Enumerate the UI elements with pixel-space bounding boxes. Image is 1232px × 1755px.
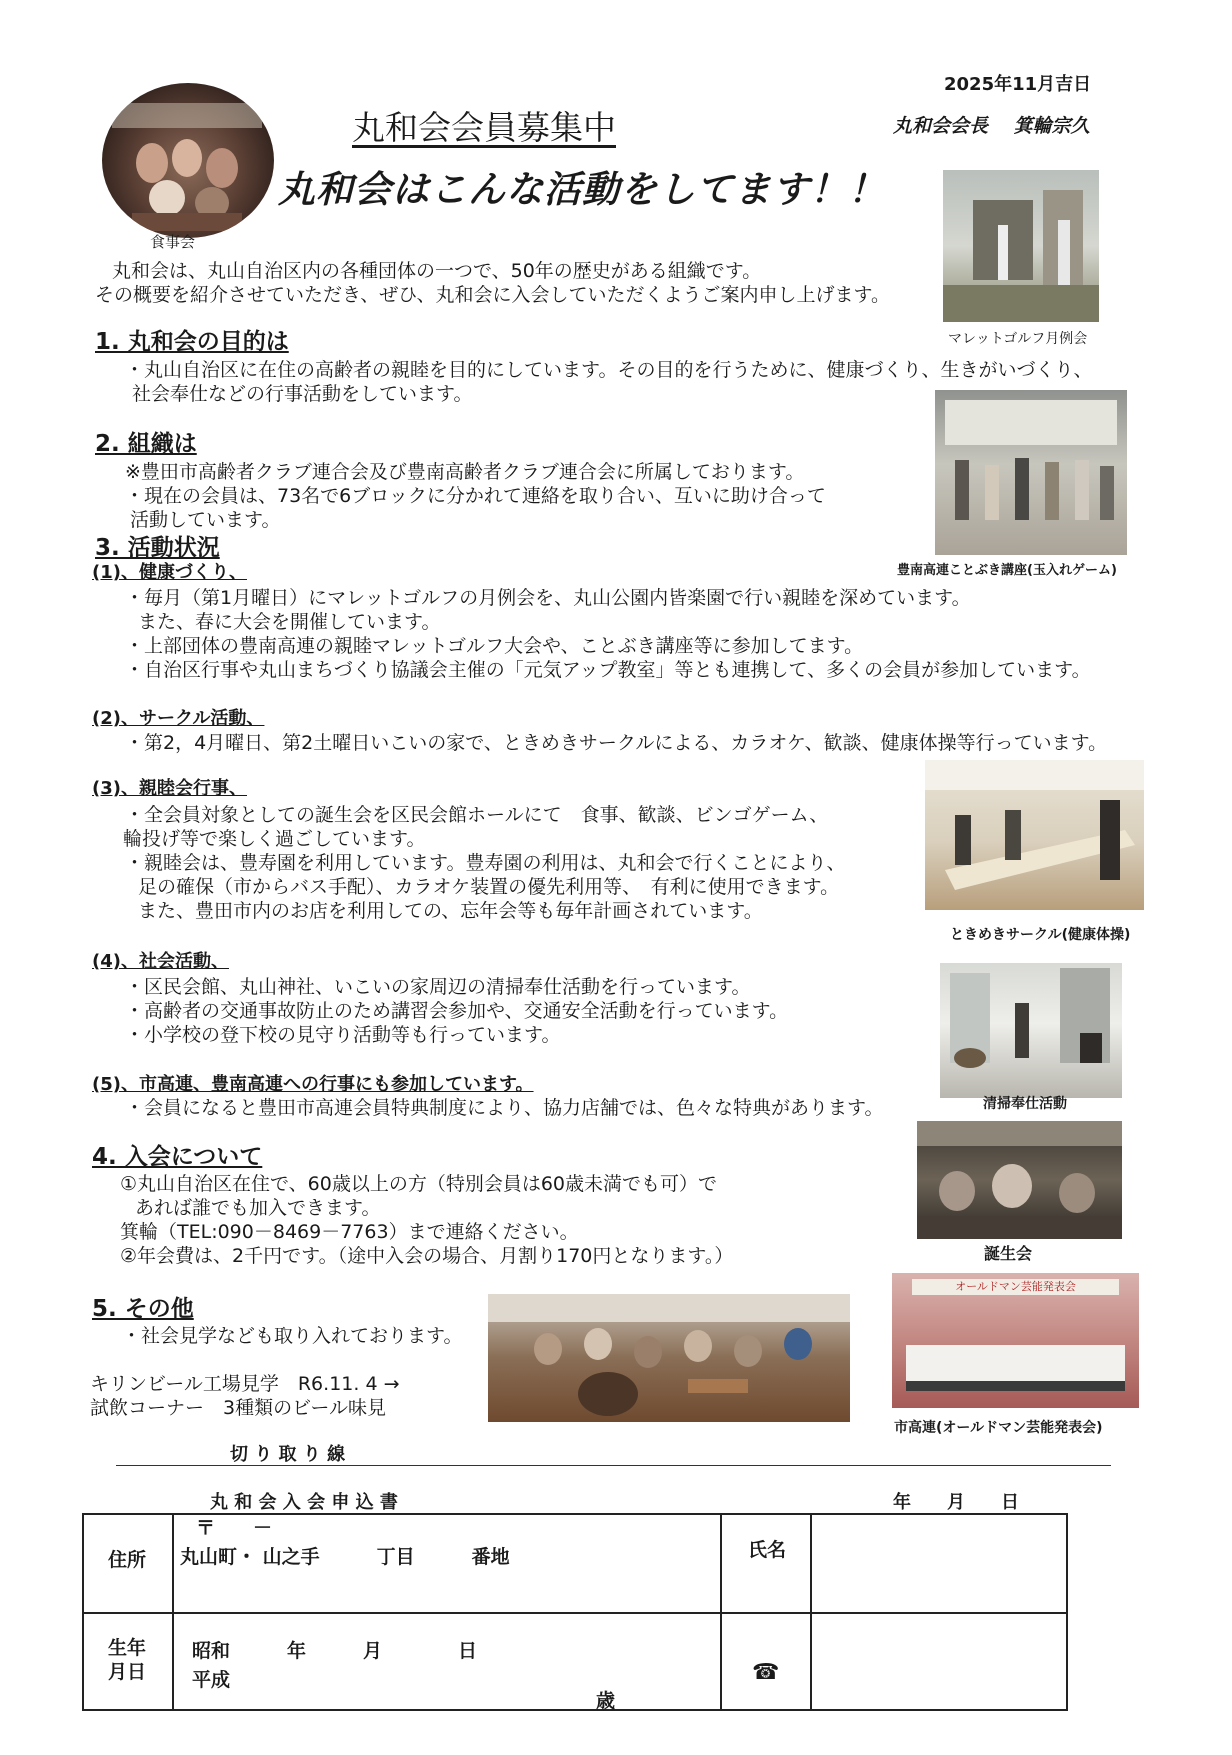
tokimeki-photo (925, 760, 1144, 910)
section-2-line-1: ※豊田市高齢者クラブ連合会及び豊南高齢者クラブ連合会に所属しております。 (125, 461, 805, 483)
section-4-line-2: あれば誰でも加入できます。 (135, 1197, 381, 1219)
section-3-3-line-3: ・親睦会は、豊寿園を利用しています。豊寿園の利用は、丸和会で行くことにより、 (125, 852, 846, 874)
birthday-photo (917, 1121, 1122, 1239)
birth-label-2: 月日 (108, 1661, 147, 1683)
brewery-scene (488, 1294, 850, 1422)
phone-field[interactable] (811, 1613, 1067, 1710)
section-3-5-line-1: ・会員になると豊田市高連会員特典制度により、協力店舗では、色々な特典があります。 (125, 1097, 884, 1119)
intro-line-2: その概要を紹介させていただき、ぜひ、丸和会に入会していただくようご案内申し上げます。 (95, 284, 890, 306)
dinner-photo (102, 83, 274, 238)
section-3-3-line-2: 輪投げ等で楽しく過ごしています。 (123, 828, 426, 850)
kotobuki-caption: 豊南高連ことぶき講座(玉入れゲーム) (897, 563, 1117, 578)
address-value: 丸山町・ 山之手 丁目 番地 (180, 1546, 510, 1568)
section-2-line-3: 活動しています。 (130, 509, 281, 531)
section-3-1-title: (1)、健康づくり、 (92, 562, 247, 583)
intro-line-1: 丸和会は、丸山自治区内の各種団体の一つで、50年の歴史がある組織です。 (112, 260, 762, 282)
section-3-4-title: (4)、社会活動、 (92, 951, 229, 972)
event-banner: オールドマン芸能発表会 (912, 1279, 1119, 1295)
birthday-caption: 誕生会 (984, 1244, 1033, 1263)
section-4-line-1: ①丸山自治区在住で、60歳以上の方（特別会員は60歳未満でも可）で (120, 1173, 718, 1195)
issue-date: 2025年11月吉日 (944, 74, 1092, 95)
section-5-line-1: ・社会見学なども取り入れております。 (122, 1325, 463, 1347)
oldman-show-scene (892, 1273, 1139, 1408)
oldman-show-caption: 市高連(オールドマン芸能発表会) (894, 1420, 1103, 1436)
address-label-cell (83, 1514, 173, 1613)
age-unit: 歳 (596, 1690, 616, 1712)
name-label-cell (721, 1514, 811, 1613)
form-title: 丸 和 会 入 会 申 込 書 (210, 1492, 398, 1513)
cleaning-photo (940, 963, 1122, 1098)
section-1-line-1: ・丸山自治区に在住の高齢者の親睦を目的にしています。その目的を行うために、健康づくり、生きがいづくり、 (125, 359, 1093, 381)
mallet-golf-photo (943, 170, 1099, 322)
section-3-1-line-1: ・毎月（第1月曜日）にマレットゴルフの月例会を、丸山公園内皆楽園で行い親睦を深めています。 (125, 587, 971, 609)
birth-date-field[interactable] (173, 1613, 721, 1710)
cleaning-caption: 清掃奉仕活動 (983, 1096, 1067, 1112)
section-5-title: 5. その他 (92, 1296, 194, 1322)
address-label: 住所 (108, 1549, 147, 1571)
address-field[interactable] (173, 1514, 721, 1613)
postal-mark: 〒 － (196, 1517, 273, 1539)
section-1-title: 1. 丸和会の目的は (95, 329, 289, 355)
brewery-tour-photo (488, 1294, 850, 1422)
section-3-2-title: (2)、サークル活動、 (92, 708, 265, 729)
section-3-3-line-5: また、豊田市内のお店を利用しての、忘年会等も毎年計画されています。 (138, 900, 763, 922)
section-3-3-title: (3)、親睦会行事、 (92, 778, 247, 799)
cleaning-scene (940, 963, 1122, 1098)
section-3-2-line-1: ・第2，4月曜日、第2土曜日いこいの家で、ときめきサークルによる、カラオケ、歓談、健康体操等行っています。 (125, 732, 1108, 754)
section-1-line-2: 社会奉仕などの行事活動をしています。 (132, 383, 473, 405)
section-4-line-3: 箕輪（TEL:090－8469－7763）まで連絡ください。 (120, 1221, 579, 1243)
birth-label-1: 生年 (108, 1637, 147, 1659)
form-date-labels: 年 月 日 (893, 1492, 1019, 1513)
author-name: 丸和会会長 箕輪宗久 (893, 115, 1090, 137)
section-2-title: 2. 組織は (95, 431, 197, 457)
kotobuki-photo (935, 390, 1127, 555)
page-title: 丸和会会員募集中 (352, 108, 616, 147)
application-form (82, 1513, 1068, 1711)
section-3-4-line-3: ・小学校の登下校の見守り活動等も行っています。 (125, 1024, 561, 1046)
mallet-golf-caption: マレットゴルフ月例会 (948, 331, 1088, 347)
mallet-golf-scene (943, 170, 1099, 322)
tokimeki-caption: ときめきサークル(健康体操) (950, 927, 1131, 943)
phone-label-cell (721, 1613, 811, 1710)
section-3-1-line-2: また、春に大会を開催しています。 (138, 611, 441, 633)
name-field[interactable] (811, 1514, 1067, 1613)
section-3-5-title: (5)、市高連、豊南高連への行事にも参加しています。 (92, 1074, 534, 1095)
cut-line-label: 切 り 取 り 線 (230, 1444, 346, 1465)
tokimeki-scene (925, 760, 1144, 910)
section-5-line-3: 試飲コーナー 3種類のビール味見 (90, 1397, 386, 1419)
section-3-4-line-2: ・高齢者の交通事故防止のため講習会参加や、交通安全活動を行っています。 (125, 1000, 789, 1022)
section-4-title: 4. 入会について (92, 1144, 263, 1170)
name-label: 氏名 (748, 1539, 787, 1561)
section-3-3-line-4: 足の確保（市からバス手配）、カラオケ装置の優先利用等、 有利に使用できます。 (138, 876, 840, 898)
section-4-line-4: ②年会費は、2千円です。（途中入会の場合、月割り170円となります。） (120, 1245, 734, 1267)
section-3-title: 3. 活動状況 (95, 535, 220, 561)
birth-label-cell (83, 1613, 173, 1710)
dinner-scene (102, 83, 274, 238)
phone-icon: ☎ (752, 1660, 780, 1685)
cut-line (116, 1465, 1111, 1466)
era-heisei: 平成 (192, 1669, 231, 1691)
oldman-show-photo (892, 1273, 1139, 1408)
section-2-line-2: ・現在の会員は、73名で6ブロックに分かれて連絡を取り合い、互いに助け合って (125, 485, 826, 507)
kotobuki-scene (935, 390, 1127, 555)
section-3-1-line-4: ・自治区行事や丸山まちづくり協議会主催の「元気アップ教室」等とも連携して、多くの会員が参加しています。 (125, 659, 1091, 681)
headline: 丸和会はこんな活動をしてます！！ (278, 168, 886, 211)
section-3-3-line-1: ・全会員対象としての誕生会を区民会館ホールにて 食事、歓談、ビンゴゲーム、 (125, 804, 829, 826)
section-3-4-line-1: ・区民会館、丸山神社、いこいの家周辺の清掃奉仕活動を行っています。 (125, 976, 751, 998)
section-3-1-line-3: ・上部団体の豊南高連の親睦マレットゴルフ大会や、ことぶき講座等に参加してます。 (125, 635, 864, 657)
dinner-caption: 食事会 (150, 233, 196, 251)
birthday-scene (917, 1121, 1122, 1239)
era-line: 昭和 年 月 日 (192, 1640, 478, 1662)
section-5-line-2: キリンビール工場見学 R6.11. 4 → (90, 1373, 400, 1395)
